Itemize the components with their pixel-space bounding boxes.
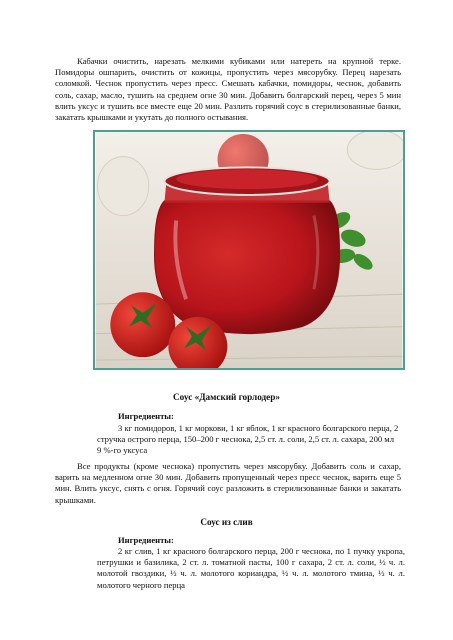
sauce-surface [176, 169, 318, 189]
recipe1-ingredients-heading: Ингредиенты: [118, 411, 174, 421]
intro-paragraph: Кабачки очистить, нарезать мелкими кубиками или натереть на крупной терке. Помидоры ошпарить, очистить от кожицы, пропустить через мясорубку. Перец нарезать соломкой. Чеснок пропустить через пресс. Смешать кабачки, помидоры, чеснок, добавить соль, сахар, масло, тушить на среднем огне 30 мин. Добавить болгарский перец, через 5 мин влить уксус и тушить все вместе еще 20 мин. Разлить горячий соус в стерилизованные банки, закатать крышками и укутать до полного остывания. [55, 56, 401, 123]
recipe1-ingredients-last-line: 9 %-го уксуса [97, 445, 148, 456]
garlic-bulb-right [347, 132, 403, 169]
sauce-jar-photo [93, 130, 405, 370]
tomato-front-left [110, 292, 175, 357]
recipe2-title: Соус из слив [200, 517, 253, 527]
recipe2-ingredients-heading: Ингредиенты: [118, 535, 174, 545]
recipe1-method: Все продукты (кроме чеснока) пропустить через мясорубку. Добавить соль и сахар, варить на медленном огне 30 мин. Добавить пропущенный через пресс чеснок, варить еще 5 мин. Влить уксус, снять с огня. Горячий соус разложить в стерилизованные банки и закатать крышками. [55, 461, 401, 505]
recipe1-title: Соус «Дамский горлодер» [173, 392, 280, 402]
garlic-bulb-left [98, 157, 149, 216]
recipe1-ingredients-text: 3 кг помидоров, 1 кг моркови, 1 кг яблок, 1 кг красного болгарского перца, 2 стручка острого перца, 150–200 г чеснока, 2,5 ст. л. соли, 2,5 ст. л. сахара, 200 мл [97, 423, 399, 445]
recipe1-ingredients [97, 423, 405, 457]
sauce-jar-illustration [95, 132, 403, 368]
jar-body [155, 201, 340, 334]
recipe2-ingredients: 2 кг слив, 1 кг красного болгарского перца, 200 г чеснока, по 1 пучку укропа, петрушки и базилика, 2 ст. л. томатной пасты, 100 г сахара, 2 ст. л. соли, ½ ч. л. молотой гвоздики, ½ ч. л. молотого кориандра, ½ ч. л. молотого тмина, ½ ч. л. молотого черного перца [97, 546, 405, 590]
